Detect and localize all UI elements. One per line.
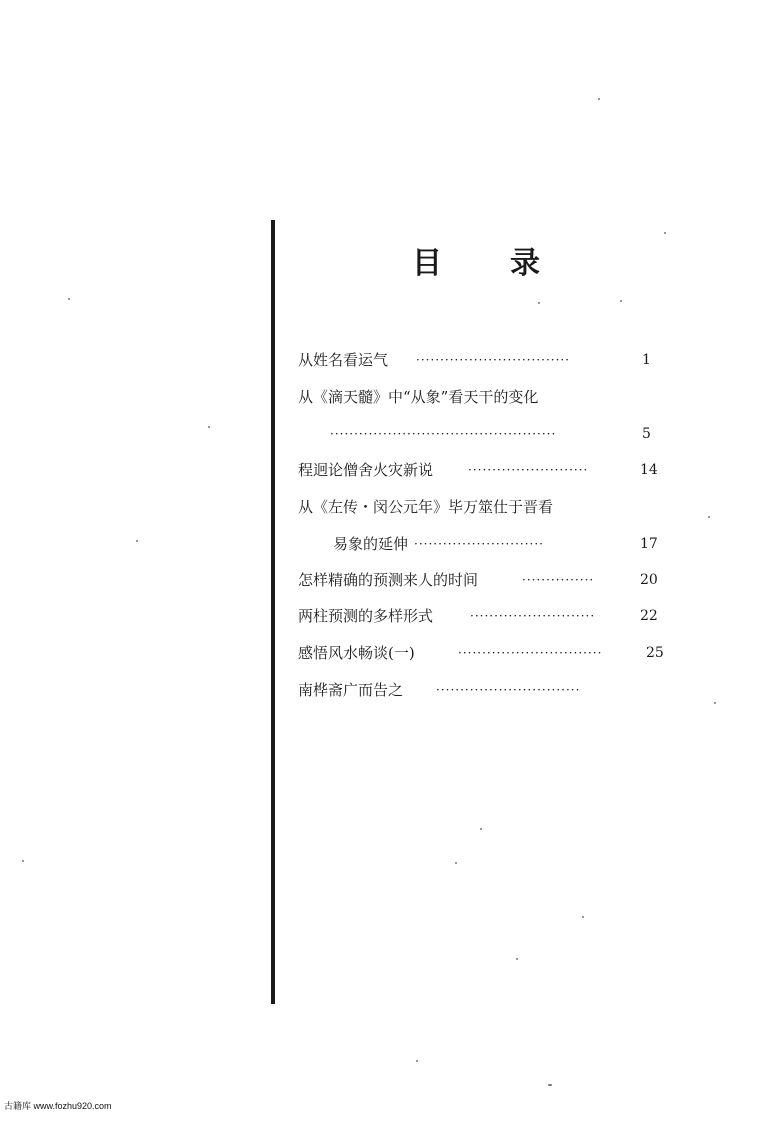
scan-speck <box>620 300 622 302</box>
scan-speck <box>516 958 518 960</box>
scan-speck <box>22 860 24 862</box>
toc-leader-dots: ··························· <box>414 537 544 551</box>
toc-entry-title: 怎样精确的预测来人的时间 <box>298 571 479 589</box>
toc-entry <box>298 680 678 702</box>
toc-entry-continuation <box>298 534 678 556</box>
toc-entry-continuation <box>298 424 678 446</box>
toc-entry-title: 感悟风水畅谈(一) <box>298 644 415 662</box>
toc-page-number: 5 <box>642 426 651 442</box>
toc-leader-dots: ························· <box>468 463 589 477</box>
title-char-1: 目 <box>412 246 442 281</box>
toc-leader-dots: ······························ <box>458 646 603 660</box>
toc-entry <box>298 387 678 409</box>
toc-entry-title: 程迥论僧舍火灾新说 <box>298 461 434 479</box>
page-title <box>412 238 562 282</box>
toc-entry <box>298 606 678 628</box>
toc-entry-title: 两柱预测的多样形式 <box>298 607 434 625</box>
scan-speck <box>416 1060 418 1062</box>
scan-speck <box>136 540 138 542</box>
scan-speck <box>480 828 482 830</box>
scan-speck <box>455 862 457 864</box>
toc-leader-dots: ··············· <box>522 573 595 587</box>
toc-entry-title: 从姓名看运气 <box>298 351 389 369</box>
toc-entry <box>298 643 678 665</box>
toc-entry <box>298 460 678 482</box>
toc-leader-dots: ································ <box>416 353 571 367</box>
toc-leader-dots: ··············································· <box>330 427 557 441</box>
toc-entry <box>298 350 678 372</box>
scan-speck <box>598 98 600 100</box>
scan-speck <box>208 426 210 428</box>
toc-page-number: 25 <box>646 645 664 661</box>
scan-speck <box>714 702 716 704</box>
toc-leader-dots: ·························· <box>470 609 596 623</box>
vertical-rule <box>271 220 275 1004</box>
toc-entry <box>298 570 678 592</box>
toc-leader-dots: ······························ <box>436 683 581 697</box>
toc-page-number: 20 <box>640 572 658 588</box>
scan-speck <box>708 516 710 518</box>
toc-entry-title: 易象的延伸 <box>333 535 409 553</box>
scan-speck <box>538 302 540 304</box>
scan-speck <box>68 298 70 300</box>
scan-speck <box>664 232 666 234</box>
scan-speck <box>582 916 584 918</box>
toc-page-number: 22 <box>640 608 658 624</box>
toc-page-number: 14 <box>640 462 658 478</box>
toc-page-number: 17 <box>640 536 658 552</box>
toc-entry-title: 南桦斋广而告之 <box>298 681 404 699</box>
footer-watermark: 古籍库 www.fozhu920.com <box>4 1101 112 1111</box>
toc-entry-title: 从《左传・闵公元年》毕万筮仕于晋看 <box>298 498 554 516</box>
toc-page-number: 1 <box>642 352 651 368</box>
title-char-2: 录 <box>510 246 540 281</box>
scan-speck <box>548 1084 552 1086</box>
toc-entry <box>298 497 678 519</box>
toc-entry-title: 从《滴天髓》中“从象”看天干的变化 <box>298 388 539 406</box>
